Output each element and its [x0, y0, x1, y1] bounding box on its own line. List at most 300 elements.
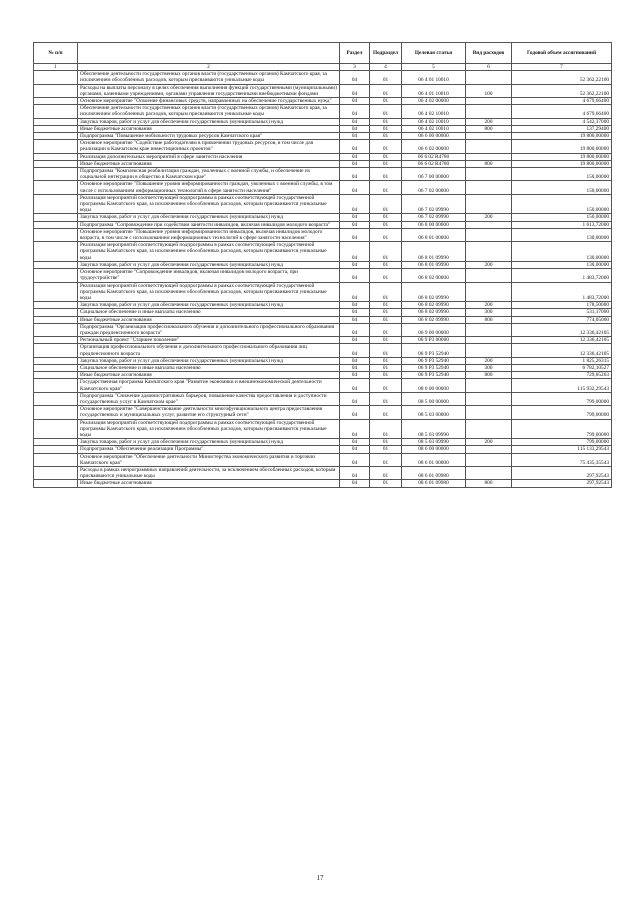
row-name: Иные бюджетные ассигнования — [78, 480, 340, 487]
row-name: Иные бюджетные ассигнования — [78, 316, 340, 323]
row-target-article: 06 8 00 00000 — [402, 221, 466, 228]
row-name: Реализация дополнительных мероприятий в сфере занятости населения — [78, 153, 340, 160]
row-expense-type — [466, 323, 512, 336]
row-target-article: 08 5 00 00000 — [402, 392, 466, 405]
row-number — [34, 228, 78, 241]
table-row — [34, 392, 612, 405]
row-number — [34, 379, 78, 392]
row-name: Основное мероприятие "Повышение уровня информированности граждан, уволенных с военной службы, в том числе с использованием информационных технологий в сфере занятости населения" — [78, 181, 340, 194]
row-target-article: 06 6 02 00000 — [402, 140, 466, 153]
row-name: Реализация мероприятий соответствующей подпрограммы в рамках соответствующей государственной программы Камчатского края, за исключением обособленных расходов, которым присваиваются уникальные коды — [78, 242, 340, 262]
table-row — [34, 153, 612, 160]
table-row — [34, 406, 612, 419]
row-podrazdel: 01 — [370, 105, 402, 118]
row-amount: 150,00000 — [512, 181, 612, 194]
table-row — [34, 453, 612, 466]
row-amount: 297,92543 — [512, 480, 612, 487]
budget-table — [33, 42, 612, 488]
table-row — [34, 364, 612, 371]
row-podrazdel: 01 — [370, 261, 402, 268]
row-podrazdel: 01 — [370, 221, 402, 228]
row-amount: 4 679,66400 — [512, 105, 612, 118]
row-target-article: 06 8 02 00000 — [402, 269, 466, 282]
column-number: 6 — [466, 64, 512, 71]
row-podrazdel: 01 — [370, 71, 402, 84]
row-name: Подпрограмма "Снижение административных барьеров, повышение качества предоставления и доступности государственных услуг в Камчатском крае" — [78, 392, 340, 405]
row-amount: 12 336,42105 — [512, 323, 612, 336]
row-razdel: 04 — [340, 480, 370, 487]
row-podrazdel: 01 — [370, 323, 402, 336]
row-target-article: 06 6 02 R4780 — [402, 160, 466, 167]
row-amount: 19 800,00000 — [512, 153, 612, 160]
row-expense-type — [466, 242, 512, 262]
row-amount: 52 362,22100 — [512, 71, 612, 84]
row-podrazdel: 01 — [370, 133, 402, 140]
row-podrazdel: 01 — [370, 316, 402, 323]
row-razdel: 04 — [340, 118, 370, 125]
row-amount: 115 932,29543 — [512, 379, 612, 392]
header-num: № п/п — [34, 43, 78, 64]
row-expense-type — [466, 337, 512, 344]
row-expense-type — [466, 133, 512, 140]
row-amount: 799,00000 — [512, 406, 612, 419]
row-name: Основное мероприятие "Совершенствование деятельности многофункционального центра предоставления государственных и муниципальных услуг, развитие его структурный сети" — [78, 406, 340, 419]
row-razdel: 04 — [340, 323, 370, 336]
row-name: Закупка товаров, работ и услуг для обеспечения государственных (муниципальных) нужд — [78, 357, 340, 364]
row-podrazdel: 01 — [370, 392, 402, 405]
row-expense-type: 200 — [466, 302, 512, 309]
column-number: 4 — [370, 64, 402, 71]
table-row — [34, 269, 612, 282]
row-name: Иные бюджетные ассигнования — [78, 372, 340, 379]
row-amount: 1 613,72000 — [512, 221, 612, 228]
row-number — [34, 269, 78, 282]
row-podrazdel: 01 — [370, 181, 402, 194]
row-podrazdel: 01 — [370, 337, 402, 344]
row-name: Закупка товаров, работ и услуг для обеспечения государственных (муниципальных) нужд — [78, 118, 340, 125]
row-razdel: 04 — [340, 337, 370, 344]
row-podrazdel: 01 — [370, 364, 402, 371]
row-number — [34, 302, 78, 309]
row-amount: 150,00000 — [512, 214, 612, 221]
row-expense-type: 200 — [466, 118, 512, 125]
row-expense-type — [466, 71, 512, 84]
header-annual-amount: Годовой объем ассигнований — [512, 43, 612, 64]
row-amount: 1 825,26315 — [512, 357, 612, 364]
row-podrazdel: 01 — [370, 466, 402, 479]
row-target-article: 06 8 02 09990 — [402, 282, 466, 302]
row-expense-type — [466, 98, 512, 105]
table-row — [34, 118, 612, 125]
table-row — [34, 302, 612, 309]
row-target-article: 06 8 02 09990 — [402, 316, 466, 323]
row-name: Реализация мероприятий соответствующей подпрограммы в рамках соответствующей государственной программы Камчатского края, за исключением обособленных расходов, которым присваиваются уникальные коды — [78, 282, 340, 302]
row-name: Основное мероприятие "Освоение финансовых средств, направленных на обеспечение государственных нужд" — [78, 98, 340, 105]
row-target-article: 06 9 P3 52940 — [402, 364, 466, 371]
row-target-article: 06 4 02 10010 — [402, 105, 466, 118]
row-number — [34, 153, 78, 160]
row-number — [34, 221, 78, 228]
row-expense-type — [466, 221, 512, 228]
row-razdel: 04 — [340, 181, 370, 194]
row-expense-type: 800 — [466, 125, 512, 132]
row-amount: 52 362,22100 — [512, 84, 612, 97]
row-expense-type: 200 — [466, 214, 512, 221]
table-row — [34, 261, 612, 268]
row-expense-type — [466, 446, 512, 453]
row-razdel: 04 — [340, 105, 370, 118]
row-expense-type: 200 — [466, 357, 512, 364]
row-expense-type — [466, 379, 512, 392]
table-row — [34, 181, 612, 194]
row-number — [34, 194, 78, 214]
table-row — [34, 316, 612, 323]
row-name: Подпрограмма "Комплексная реабилитация граждан, уволенных с военной службы, и обеспечение их социальной интеграции в общество в Камчатском крае" — [78, 168, 340, 181]
row-podrazdel: 01 — [370, 118, 402, 125]
row-number — [34, 98, 78, 105]
row-number — [34, 357, 78, 364]
row-podrazdel: 01 — [370, 357, 402, 364]
row-amount: 150,00000 — [512, 194, 612, 214]
row-amount: 137,29400 — [512, 125, 612, 132]
row-number — [34, 118, 78, 125]
row-razdel: 04 — [340, 84, 370, 97]
table-row — [34, 105, 612, 118]
row-amount: 75 435,35543 — [512, 453, 612, 466]
row-name: Основное мероприятие "Обеспечение деятельности Министерства экономического развития и торговли Камчатского края" — [78, 453, 340, 466]
row-expense-type: 800 — [466, 160, 512, 167]
row-expense-type — [466, 105, 512, 118]
row-amount: 178,50000 — [512, 302, 612, 309]
row-name: Социальное обеспечение и иные выплаты населению — [78, 309, 340, 316]
table-row — [34, 84, 612, 97]
row-name: Организация профессионального обучения и дополнительного профессионального образования лиц предпенсионного возраста — [78, 344, 340, 357]
column-number-row — [34, 64, 612, 71]
row-target-article: 06 9 P3 00000 — [402, 337, 466, 344]
row-name: Основное мероприятие "Повышение уровня информированности инвалидов, включая инвалидов молодого возраста, в том числе с использованием информационных технологий в сфере занятости населения" — [78, 228, 340, 241]
row-target-article: 06 8 01 09990 — [402, 261, 466, 268]
row-expense-type — [466, 168, 512, 181]
row-number — [34, 181, 78, 194]
row-expense-type — [466, 466, 512, 479]
row-number — [34, 439, 78, 446]
row-expense-type — [466, 419, 512, 439]
row-target-article: 06 4 02 10010 — [402, 125, 466, 132]
row-target-article: 06 7 02 09990 — [402, 214, 466, 221]
row-name: Реализация мероприятий соответствующей подпрограммы в рамках соответствующей государственной программы Камчатского края, за исключением обособленных расходов, которым присваиваются уникальные коды — [78, 419, 340, 439]
row-expense-type: 800 — [466, 372, 512, 379]
row-podrazdel: 01 — [370, 168, 402, 181]
row-razdel: 04 — [340, 466, 370, 479]
table-row — [34, 439, 612, 446]
row-razdel: 04 — [340, 344, 370, 357]
row-expense-type: 200 — [466, 439, 512, 446]
row-razdel: 04 — [340, 98, 370, 105]
row-number — [34, 372, 78, 379]
row-target-article: 06 8 01 00000 — [402, 228, 466, 241]
row-target-article: 06 4 01 10010 — [402, 84, 466, 97]
row-name: Государственная программа Камчатского края "Развитие экономики и внешнеэкономической деятельности Камчатского края" — [78, 379, 340, 392]
row-razdel: 04 — [340, 153, 370, 160]
row-name: Закупка товаров, работ и услуг для обеспечения государственных (муниципальных) нужд — [78, 261, 340, 268]
row-podrazdel: 01 — [370, 344, 402, 357]
row-podrazdel: 01 — [370, 446, 402, 453]
row-name: Иные бюджетные ассигнования — [78, 160, 340, 167]
row-podrazdel: 01 — [370, 379, 402, 392]
row-expense-type — [466, 392, 512, 405]
row-number — [34, 446, 78, 453]
row-razdel: 04 — [340, 453, 370, 466]
row-podrazdel: 01 — [370, 242, 402, 262]
row-amount: 130,00000 — [512, 242, 612, 262]
row-number — [34, 133, 78, 140]
row-target-article: 06 8 01 09990 — [402, 242, 466, 262]
row-razdel: 04 — [340, 160, 370, 167]
header-target-article: Целевая статья — [402, 43, 466, 64]
row-podrazdel: 01 — [370, 194, 402, 214]
row-podrazdel: 01 — [370, 309, 402, 316]
table-row — [34, 228, 612, 241]
row-expense-type: 100 — [466, 84, 512, 97]
row-target-article: 06 4 01 10010 — [402, 71, 466, 84]
row-razdel: 04 — [340, 71, 370, 84]
row-number — [34, 419, 78, 439]
table-row — [34, 168, 612, 181]
row-amount: 1 483,72000 — [512, 269, 612, 282]
row-podrazdel: 01 — [370, 160, 402, 167]
row-amount: 297,92543 — [512, 466, 612, 479]
row-razdel: 04 — [340, 309, 370, 316]
table-row — [34, 309, 612, 316]
row-number — [34, 466, 78, 479]
row-number — [34, 344, 78, 357]
row-razdel: 04 — [340, 392, 370, 405]
row-expense-type — [466, 344, 512, 357]
row-podrazdel: 01 — [370, 84, 402, 97]
row-expense-type — [466, 194, 512, 214]
row-name: Закупка товаров, работ и услуг для обеспечения государственных (муниципальных) нужд — [78, 214, 340, 221]
row-expense-type — [466, 282, 512, 302]
table-row — [34, 194, 612, 214]
column-number: 1 — [34, 64, 78, 71]
row-target-article: 06 7 00 00000 — [402, 168, 466, 181]
table-row — [34, 372, 612, 379]
row-razdel: 04 — [340, 419, 370, 439]
table-row — [34, 357, 612, 364]
row-expense-type — [466, 453, 512, 466]
column-number: 2 — [78, 64, 340, 71]
table-row — [34, 98, 612, 105]
row-razdel: 04 — [340, 133, 370, 140]
row-amount: 799,00000 — [512, 392, 612, 405]
row-target-article: 06 9 P3 52940 — [402, 372, 466, 379]
row-podrazdel: 01 — [370, 480, 402, 487]
column-number: 5 — [402, 64, 466, 71]
row-expense-type: 800 — [466, 316, 512, 323]
row-podrazdel: 01 — [370, 140, 402, 153]
table-row — [34, 323, 612, 336]
row-expense-type — [466, 153, 512, 160]
row-amount: 19 800,00000 — [512, 133, 612, 140]
row-target-article: 08 6 01 09980 — [402, 466, 466, 479]
row-expense-type — [466, 181, 512, 194]
row-razdel: 04 — [340, 357, 370, 364]
row-razdel: 04 — [340, 242, 370, 262]
row-name: Иные бюджетные ассигнования — [78, 125, 340, 132]
row-number — [34, 160, 78, 167]
row-expense-type — [466, 228, 512, 241]
row-number — [34, 282, 78, 302]
row-number — [34, 168, 78, 181]
table-row — [34, 466, 612, 479]
row-podrazdel: 01 — [370, 406, 402, 419]
row-razdel: 04 — [340, 168, 370, 181]
row-number — [34, 242, 78, 262]
row-razdel: 04 — [340, 364, 370, 371]
row-name: Подпрограмма "Обеспечение реализации Программы" — [78, 446, 340, 453]
row-expense-type: 800 — [466, 480, 512, 487]
header-expense-type: Вид расходов — [466, 43, 512, 64]
row-amount: 799,00000 — [512, 419, 612, 439]
budget-document — [33, 42, 611, 488]
row-number — [34, 140, 78, 153]
row-amount: 4 679,66400 — [512, 98, 612, 105]
row-number — [34, 105, 78, 118]
table-row — [34, 480, 612, 487]
row-name: Обеспечение деятельности государственных органов власти (государственных органов) Камчатского края, за исключением обособленных расходов, которым присваиваются уникальные коды — [78, 71, 340, 84]
page-number: 17 — [316, 874, 324, 882]
row-razdel: 04 — [340, 269, 370, 282]
row-podrazdel: 01 — [370, 153, 402, 160]
row-expense-type — [466, 140, 512, 153]
row-razdel: 04 — [340, 221, 370, 228]
row-razdel: 04 — [340, 228, 370, 241]
table-row — [34, 221, 612, 228]
column-number: 7 — [512, 64, 612, 71]
row-target-article: 06 9 P3 52940 — [402, 344, 466, 357]
row-razdel: 04 — [340, 214, 370, 221]
row-expense-type — [466, 269, 512, 282]
header-razdel: Раздел — [340, 43, 370, 64]
table-row — [34, 344, 612, 357]
row-amount: 799,00000 — [512, 439, 612, 446]
row-podrazdel: 01 — [370, 269, 402, 282]
row-amount: 1 483,72000 — [512, 282, 612, 302]
row-number — [34, 84, 78, 97]
row-amount: 4 542,37000 — [512, 118, 612, 125]
row-target-article: 08 5 03 09990 — [402, 439, 466, 446]
row-podrazdel: 01 — [370, 372, 402, 379]
header-name — [78, 43, 340, 64]
table-row — [34, 71, 612, 84]
row-number — [34, 316, 78, 323]
row-podrazdel: 01 — [370, 282, 402, 302]
row-podrazdel: 01 — [370, 98, 402, 105]
row-number — [34, 480, 78, 487]
row-amount: 12 336,42105 — [512, 337, 612, 344]
row-number — [34, 309, 78, 316]
row-name: Обеспечение деятельности государственных органов власти (государственных органов) Камчатского края, за исключением обособленных расходов, которым присваиваются уникальные коды — [78, 105, 340, 118]
row-amount: 130,00000 — [512, 228, 612, 241]
table-row — [34, 282, 612, 302]
row-podrazdel: 01 — [370, 228, 402, 241]
row-amount: 19 800,00000 — [512, 140, 612, 153]
table-body — [34, 71, 612, 487]
row-number — [34, 323, 78, 336]
row-target-article: 06 7 02 09990 — [402, 194, 466, 214]
row-name: Основное мероприятие "Содействие работодателям в привлечении трудовых ресурсов, в том числе для реализации в Камчатском крае инвестиционных проектов" — [78, 140, 340, 153]
table-row — [34, 133, 612, 140]
row-expense-type — [466, 406, 512, 419]
row-amount: 729,05263 — [512, 372, 612, 379]
row-target-article: 06 4 02 10010 — [402, 118, 466, 125]
row-expense-type: 200 — [466, 261, 512, 268]
row-razdel: 04 — [340, 282, 370, 302]
table-row — [34, 242, 612, 262]
row-amount: 531,17000 — [512, 309, 612, 316]
header-podrazdel: Подраздел — [370, 43, 402, 64]
table-row — [34, 379, 612, 392]
row-target-article: 06 6 00 00000 — [402, 133, 466, 140]
row-name: Расходы на выплаты персоналу в целях обеспечения выполнения функций государственными (муниципальными) органами, казенными учреждениями, органами управления государственными внебюджетными фондами — [78, 84, 340, 97]
row-razdel: 04 — [340, 261, 370, 268]
row-name: Региональный проект "Старшее поколение" — [78, 337, 340, 344]
row-number — [34, 261, 78, 268]
row-amount: 6 782,10527 — [512, 364, 612, 371]
row-razdel: 04 — [340, 372, 370, 379]
row-razdel: 04 — [340, 302, 370, 309]
row-razdel: 04 — [340, 316, 370, 323]
row-razdel: 04 — [340, 446, 370, 453]
row-name: Реализация мероприятий соответствующей подпрограммы в рамках соответствующей государственной программы Камчатского края, за исключением обособленных расходов, которым присваиваются уникальные коды — [78, 194, 340, 214]
row-podrazdel: 01 — [370, 453, 402, 466]
row-number — [34, 392, 78, 405]
row-amount: 19 800,00000 — [512, 160, 612, 167]
row-podrazdel: 01 — [370, 419, 402, 439]
row-name: Подпрограмма "Повышение мобильности трудовых ресурсов Камчатского края" — [78, 133, 340, 140]
row-expense-type: 300 — [466, 364, 512, 371]
table-row — [34, 160, 612, 167]
row-target-article: 06 9 00 00000 — [402, 323, 466, 336]
row-number — [34, 337, 78, 344]
row-number — [34, 364, 78, 371]
row-razdel: 04 — [340, 194, 370, 214]
row-target-article: 08 6 00 00000 — [402, 446, 466, 453]
row-expense-type: 300 — [466, 309, 512, 316]
row-amount: 150,00000 — [512, 168, 612, 181]
row-razdel: 04 — [340, 140, 370, 153]
row-amount: 12 336,42105 — [512, 344, 612, 357]
row-podrazdel: 01 — [370, 302, 402, 309]
row-razdel: 04 — [340, 125, 370, 132]
row-target-article: 06 9 P3 52940 — [402, 357, 466, 364]
row-target-article: 06 4 02 00000 — [402, 98, 466, 105]
row-name: Подпрограмма "Организация профессионального обучения и дополнительного профессионального образования граждан предпенсионного возраста" — [78, 323, 340, 336]
row-amount: 115 133,29543 — [512, 446, 612, 453]
row-name: Основное мероприятие "Сопровождение инвалидов, включая инвалидов молодого возраста, при трудоустройстве" — [78, 269, 340, 282]
row-number — [34, 453, 78, 466]
row-name: Закупка товаров, работ и услуг для обеспечения государственных (муниципальных) нужд — [78, 302, 340, 309]
row-target-article: 06 8 02 09990 — [402, 302, 466, 309]
row-podrazdel: 01 — [370, 125, 402, 132]
table-row — [34, 140, 612, 153]
table-row — [34, 337, 612, 344]
row-target-article: 06 7 02 00000 — [402, 181, 466, 194]
row-target-article: 06 8 02 09990 — [402, 309, 466, 316]
row-name: Подпрограмма "Сопровождение при содействии занятости инвалидов, включая инвалидов молодого возраста" — [78, 221, 340, 228]
table-row — [34, 446, 612, 453]
row-number — [34, 71, 78, 84]
